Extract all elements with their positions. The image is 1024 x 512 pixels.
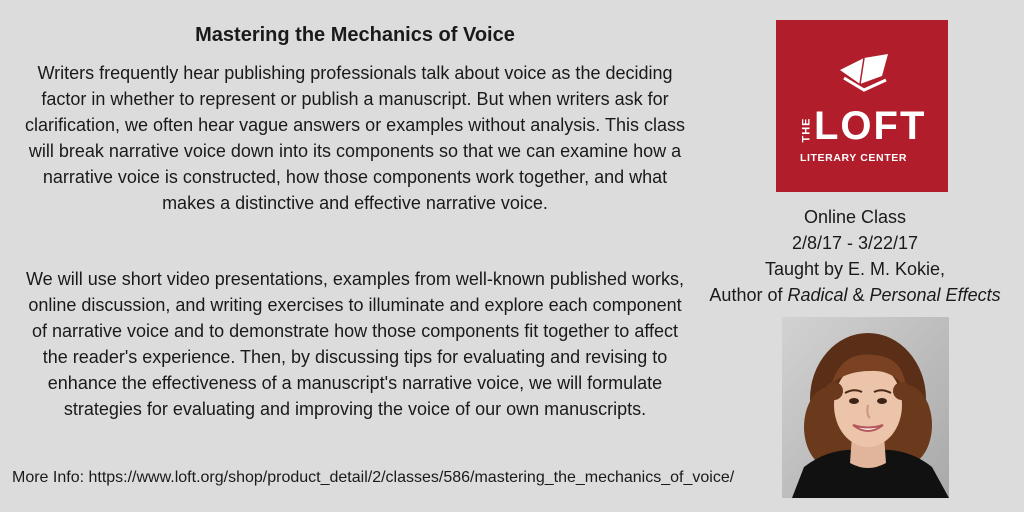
- description-paragraph-2: We will use short video presentations, examples from well-known published works, online discussion, and writing exercises to illuminate and explore each component of narrative voice and to demonstrate how those components fit together to affect the reader's experience. Then, by discussing tips for evaluating and revising to enhance the effectiveness of a manuscript's narrative voice, we will formulate strategies for evaluating and improving the voice of our own manuscripts.: [26, 269, 684, 419]
- book-title-personal-effects: Personal Effects: [869, 285, 1001, 305]
- class-format: Online Class: [803, 207, 907, 227]
- more-info-link[interactable]: More Info: https://www.loft.org/shop/product_detail/2/classes/586/mastering_the_mechanics_of_voice/: [12, 469, 735, 486]
- book-title-radical: Radical: [787, 285, 848, 305]
- logo-the: THE: [800, 117, 812, 143]
- loft-logo: [776, 20, 948, 192]
- description-paragraph-1: Writers frequently hear publishing professionals talk about voice as the deciding factor in whether to represent or publish a manuscript. But when writers ask for clarification, we often hear vague answers or examples without analysis. This class will break narrative voice down into its components so that we can examine how a narrative voice is constructed, how those components work together, and what makes a distinctive and effective narrative voice.: [25, 63, 685, 213]
- page-title: Mastering the Mechanics of Voice: [195, 24, 515, 46]
- class-dates: 2/8/17 - 3/22/17: [791, 233, 919, 253]
- logo-loft: LOFT: [814, 104, 927, 148]
- class-instructor: Taught by E. M. Kokie,: [764, 259, 946, 279]
- open-book-icon: [834, 50, 894, 96]
- instructor-photo: [782, 317, 949, 498]
- class-info: [690, 204, 1020, 308]
- instructor-portrait: [782, 317, 949, 498]
- logo-literary-center: LITERARY CENTER: [800, 152, 908, 164]
- class-author-line: Author of Radical & Personal Effects: [709, 285, 1001, 305]
